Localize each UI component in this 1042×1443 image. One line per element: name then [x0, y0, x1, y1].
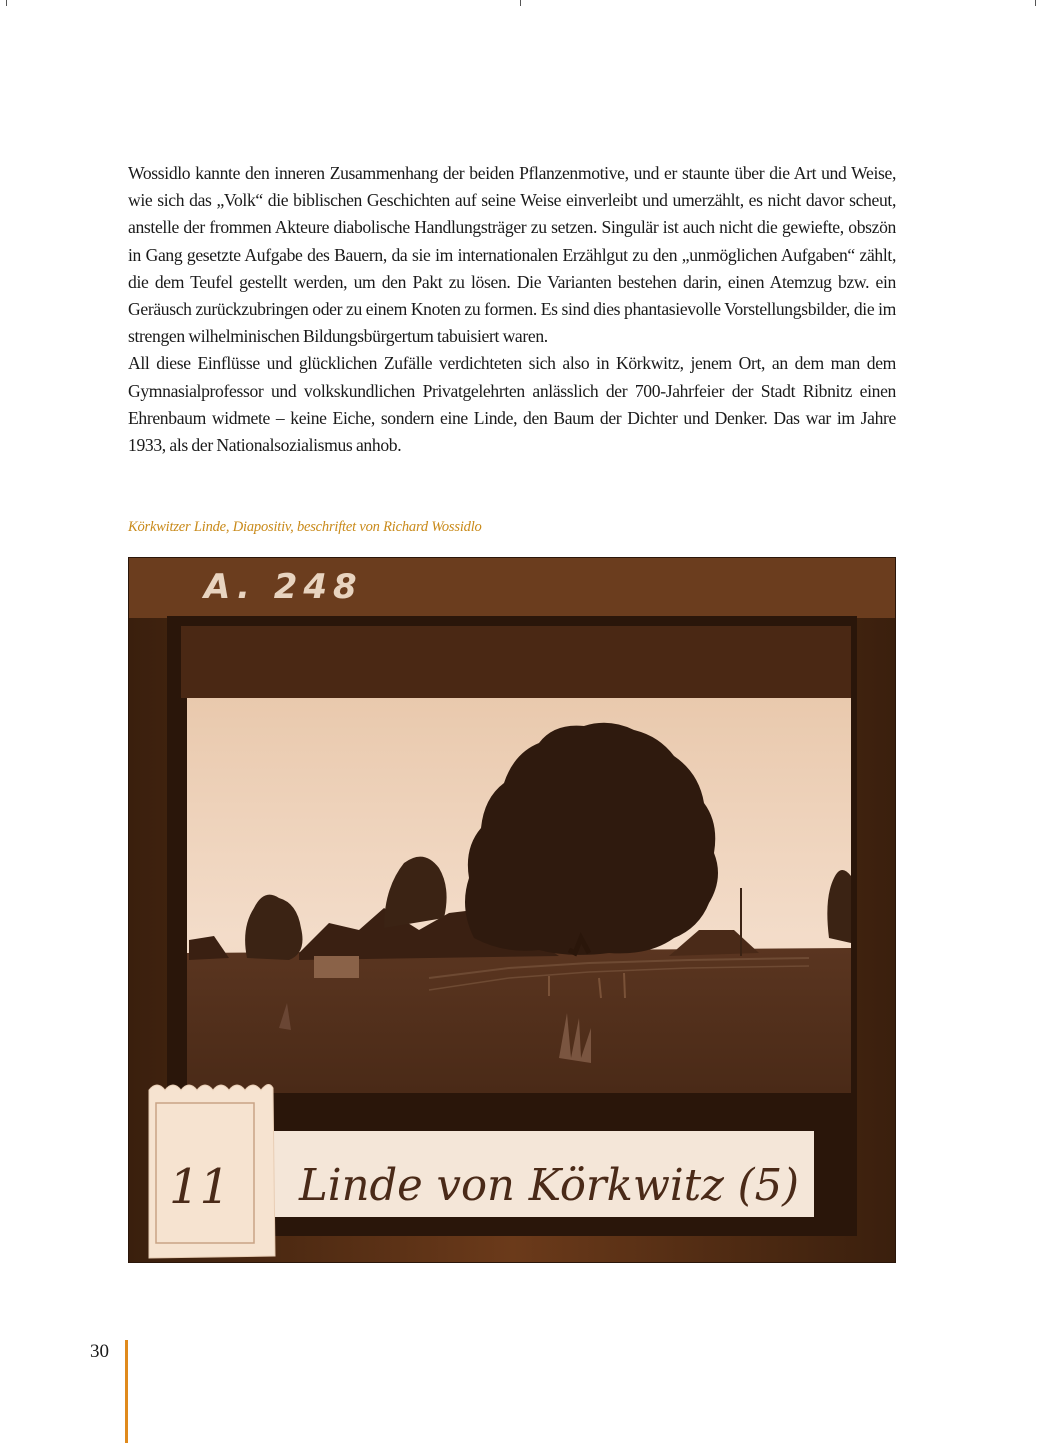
- crop-mark-right: [1035, 0, 1036, 6]
- body-text: [128, 160, 896, 459]
- paragraph: All diese Einflüsse und glücklichen Zufälle verdichteten sich also in Körkwitz, jenem Ort, an dem man dem Gymnasialprofessor und volkskundlichen Privatgelehrten anlässlich der 700-Jahrfeier der Stadt Ribnitz einen Ehrenbaum widmete – keine Eiche, sondern eine Linde, den Baum der Dichter und Denker. Das war im Jahre 1933, als der Nationalsozialismus anhob.: [128, 353, 896, 456]
- slide-image: [129, 558, 896, 1263]
- crop-mark-left: [6, 0, 7, 6]
- paragraph: Wossidlo kannte den inneren Zusammenhang der beiden Pflanzenmotive, und er staunte über die Art und Weise, wie sich das „Volk“ die biblischen Geschichten auf seine Weise einverleibt und umerzählt, es nicht davor scheut, anstelle der frommen Akteure diabolische Handlungsträger zu setzen. Singulär ist auch nicht die gewiefte, obszön in Gang gesetzte Aufgabe des Bauern, da sie im internationalen Erzählgut zu den „unmöglichen Aufgaben“ zählt, die dem Teufel gestellt werden, um den Pakt zu lösen. Die Varianten bestehen darin, einen Atemzug bzw. ein Geräusch zurückzubringen oder zu einem Knoten zu formen. Es sind dies phantasievolle Vorstellungsbilder, die im strengen wilhelminischen Bildungsbürgertum tabuisiert waren.: [128, 163, 896, 347]
- label-number-handwritten: 11: [169, 1159, 231, 1215]
- figure-caption: Körkwitzer Linde, Diapositiv, beschriftet von Richard Wossidlo: [128, 519, 482, 535]
- label-text-handwritten: Linde von Körkwitz (5): [298, 1160, 799, 1211]
- page-number: 30: [90, 1341, 109, 1362]
- slide-number-handwritten: A. 248: [204, 567, 363, 607]
- page-rule: [125, 1340, 128, 1443]
- photo-scene: [187, 698, 851, 1093]
- lantern-slide-photo: [128, 557, 896, 1263]
- crop-mark-center: [520, 0, 521, 6]
- slide-top-band: [181, 626, 851, 698]
- house-wall: [314, 956, 359, 978]
